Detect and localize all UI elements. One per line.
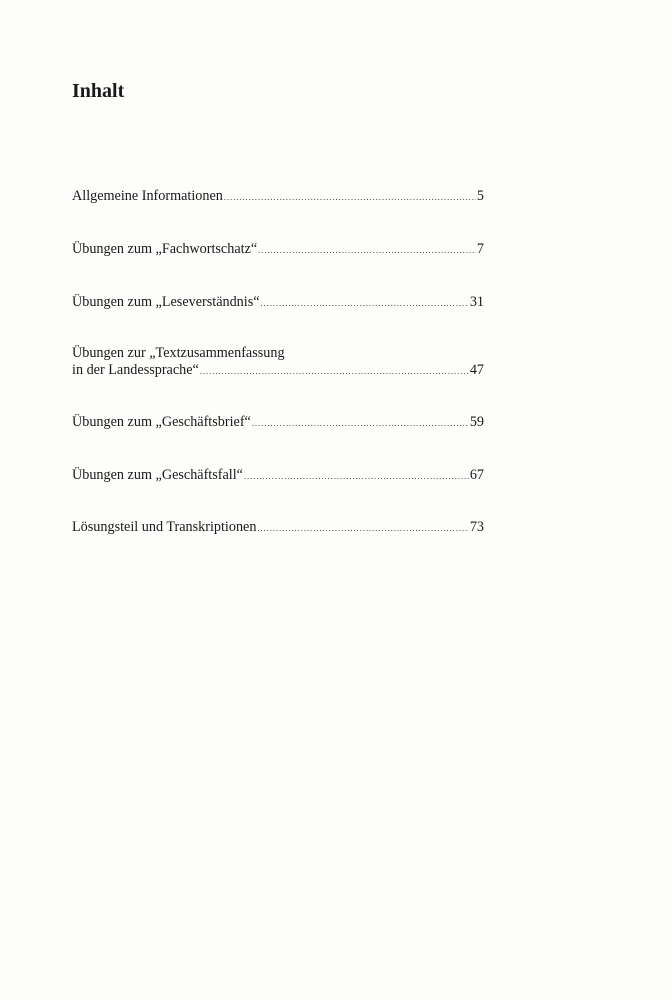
toc-entry-page: 67	[469, 467, 484, 483]
dot-leader	[200, 363, 469, 380]
dot-leader	[252, 415, 469, 432]
toc-entry-page: 5	[476, 188, 484, 204]
toc-entry-page: 47	[469, 362, 484, 378]
dot-leader	[244, 468, 469, 485]
toc-entry-title: Übungen zum „Geschäftsbrief“	[72, 414, 251, 430]
toc-entry-title: Allgemeine Informationen	[72, 188, 223, 204]
dot-leader	[224, 189, 476, 206]
toc-entry-title: Lösungsteil und Transkriptionen	[72, 519, 257, 535]
dot-leader	[257, 520, 468, 537]
toc-entry-page: 31	[469, 294, 484, 310]
toc-entry-loesungsteil	[72, 519, 484, 537]
toc-entry-textzusammenfassung	[72, 345, 484, 380]
toc-entry-title: Übungen zum „Fachwortschatz“	[72, 241, 258, 257]
toc-entry-geschaeftsfall	[72, 467, 484, 485]
toc-entry-title-line1: Übungen zur „Textzusammenfassung	[72, 345, 285, 361]
toc-entry-page: 59	[469, 414, 484, 430]
toc-entry-fachwortschatz	[72, 241, 484, 259]
dot-leader	[258, 242, 476, 259]
toc-entry-geschaeftsbrief	[72, 414, 484, 432]
toc-entry-title: Übungen zum „Geschäftsfall“	[72, 467, 243, 483]
toc-entry-title: Übungen zum „Leseverständnis“	[72, 294, 260, 310]
toc-entry-leseverstaendnis	[72, 294, 484, 312]
page-title: Inhalt	[72, 80, 125, 102]
toc-entry-page: 7	[476, 241, 484, 257]
toc-entry-allgemeine-informationen	[72, 188, 484, 206]
dot-leader	[261, 295, 469, 312]
toc-entry-page: 73	[469, 519, 484, 535]
toc-entry-title: in der Landessprache“	[72, 362, 199, 378]
